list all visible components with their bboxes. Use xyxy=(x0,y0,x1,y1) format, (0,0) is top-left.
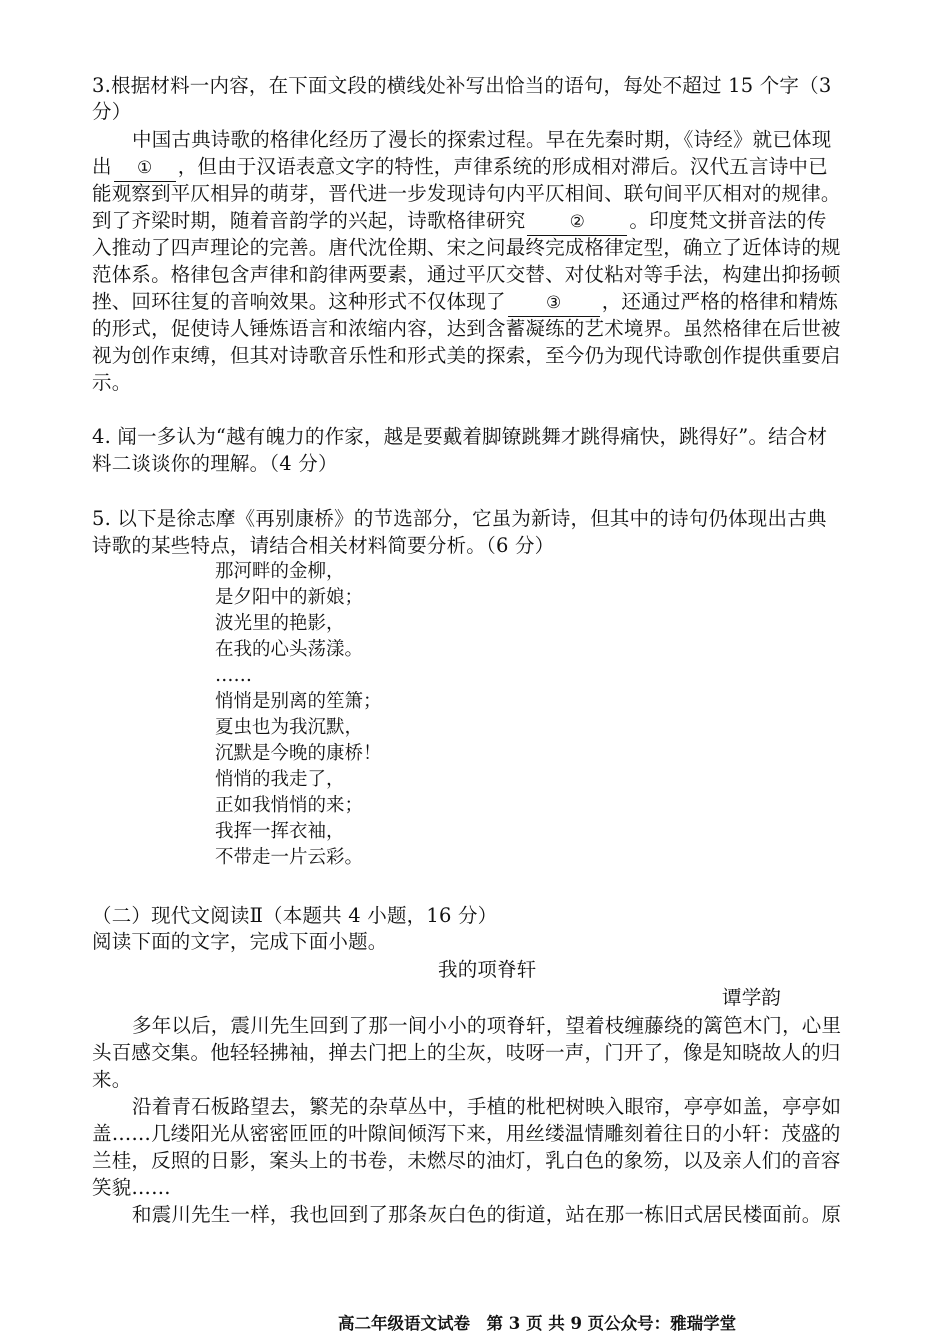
poem-line-7: 沉默是今晚的康桥！ xyxy=(215,743,382,764)
q3-passage-line6: 范体系。格律包含声律和韵律两要素，通过平仄交替、对仗粘对等手法，构建出抑扬顿 xyxy=(92,263,841,286)
q4-line1: 4. 闻一多认为“越有魄力的作家，越是要戴着脚镣跳舞才跳得痛快，跳得好”。结合材 xyxy=(92,425,828,448)
article-p3-line1: 和震川先生一样，我也回到了那条灰白色的街道，站在那一栋旧式居民楼面前。原 xyxy=(132,1203,842,1226)
q3-passage-line7-start: 挫、回环往复的音响效果。这种形式不仅体现了 xyxy=(92,290,506,313)
section2-instruction: 阅读下面的文字，完成下面小题。 xyxy=(92,930,388,953)
q3-prompt-line2: 分） xyxy=(92,100,132,123)
poem-line-11: 不带走一片云彩。 xyxy=(215,847,364,868)
poem-line-5: 悄悄是别离的笙箫； xyxy=(215,691,382,712)
article-title: 我的项脊轩 xyxy=(438,958,537,981)
q4-line2: 料二谈谈你的理解。（4 分） xyxy=(92,452,338,475)
article-author: 谭学韵 xyxy=(722,986,782,1009)
q3-prompt-line1: 3.根据材料一内容，在下面文段的横线处补写出恰当的语句，每处不超过 15 个字（3 xyxy=(92,74,832,97)
blank-3-number: ③ xyxy=(545,293,562,313)
poem-ellipsis: …… xyxy=(215,665,252,686)
article-p2-line4: 笑貌…… xyxy=(92,1176,171,1199)
answer-blank-2[interactable] xyxy=(527,208,627,236)
page-footer: 高二年级语文试卷 第 3 页 共 9 页公众号：雅瑞学堂 xyxy=(338,1314,737,1333)
q3-passage-line3: 能观察到平仄相异的萌芽，晋代进一步发现诗句内平仄相间、联句间平仄相对的规律。 xyxy=(92,182,841,205)
q5-line2: 诗歌的某些特点，请结合相关材料简要分析。（6 分） xyxy=(92,534,555,557)
article-p2-line2: 盖……几缕阳光从密密匝匝的叶隙间倾泻下来，用丝缕温情雕刻着往日的小轩：茂盛的 xyxy=(92,1122,841,1145)
q3-passage-line2-end: ，但由于汉语表意文字的特性，声律系统的形成相对滞后。汉代五言诗中已 xyxy=(177,155,828,178)
article-p2-line1: 沿着青石板路望去，繁芜的杂草丛中，手植的枇杷树映入眼帘，亭亭如盖，亭亭如 xyxy=(132,1095,842,1118)
q3-passage-line2-start: 出 xyxy=(92,155,112,178)
poem-line-3: 波光里的艳影， xyxy=(215,613,345,634)
q5-line1: 5. 以下是徐志摩《再别康桥》的节选部分，它虽为新诗，但其中的诗句仍体现出古典 xyxy=(92,507,827,530)
article-p2-line3: 兰桂，反照的日影，案头上的书卷，未燃尽的油灯，乳白色的象笏，以及亲人们的音容 xyxy=(92,1149,841,1172)
poem-line-6: 夏虫也为我沉默， xyxy=(215,717,364,738)
article-p1-line1: 多年以后，震川先生回到了那一间小小的项脊轩，望着枝缠藤绕的篱笆木门，心里 xyxy=(132,1014,842,1037)
section2-heading: （二）现代文阅读Ⅱ（本题共 4 小题，16 分） xyxy=(92,904,498,927)
q3-passage-line7-end: ，还通过严格的格律和精炼 xyxy=(601,290,839,313)
article-p1-line3: 来。 xyxy=(92,1068,132,1091)
q3-passage-line1: 中国古典诗歌的格律化经历了漫长的探索过程。早在先秦时期，《诗经》就已体现 xyxy=(132,128,832,151)
q3-passage-line2 xyxy=(92,154,828,182)
poem-line-9: 正如我悄悄的来； xyxy=(215,795,364,816)
poem-line-4: 在我的心头荡漾。 xyxy=(215,639,364,660)
blank-1-number: ① xyxy=(136,158,153,178)
q3-passage-line8: 的形式，促使诗人锤炼语言和浓缩内容，达到含蓄凝练的艺术境界。虽然格律在后世被 xyxy=(92,317,841,340)
poem-line-10: 我挥一挥衣袖， xyxy=(215,821,345,842)
answer-blank-1[interactable] xyxy=(114,154,176,182)
poem-line-1: 那河畔的金柳， xyxy=(215,561,345,582)
poem-line-8: 悄悄的我走了， xyxy=(215,769,345,790)
q3-passage-line7 xyxy=(92,289,838,317)
q3-passage-line9: 视为创作束缚，但其对诗歌音乐性和形式美的探索，至今仍为现代诗歌创作提供重要启 xyxy=(92,344,841,367)
blank-2-number: ② xyxy=(569,212,586,232)
q3-passage-line4-start: 到了齐梁时期，随着音韵学的兴起，诗歌格律研究 xyxy=(92,209,526,232)
q3-passage-line5: 入推动了四声理论的完善。唐代沈佺期、宋之问最终完成格律定型，确立了近体诗的规 xyxy=(92,236,841,259)
article-p1-line2: 头百感交集。他轻轻拂袖，掸去门把上的尘灰，吱呀一声，门开了，像是知晓故人的归 xyxy=(92,1041,841,1064)
q3-passage-line4 xyxy=(92,208,826,236)
poem-line-2: 是夕阳中的新娘； xyxy=(215,587,364,608)
q3-passage-line10: 示。 xyxy=(92,371,132,394)
answer-blank-3[interactable] xyxy=(508,289,600,317)
q3-passage-line4-end: 。印度梵文拼音法的传 xyxy=(629,209,827,232)
